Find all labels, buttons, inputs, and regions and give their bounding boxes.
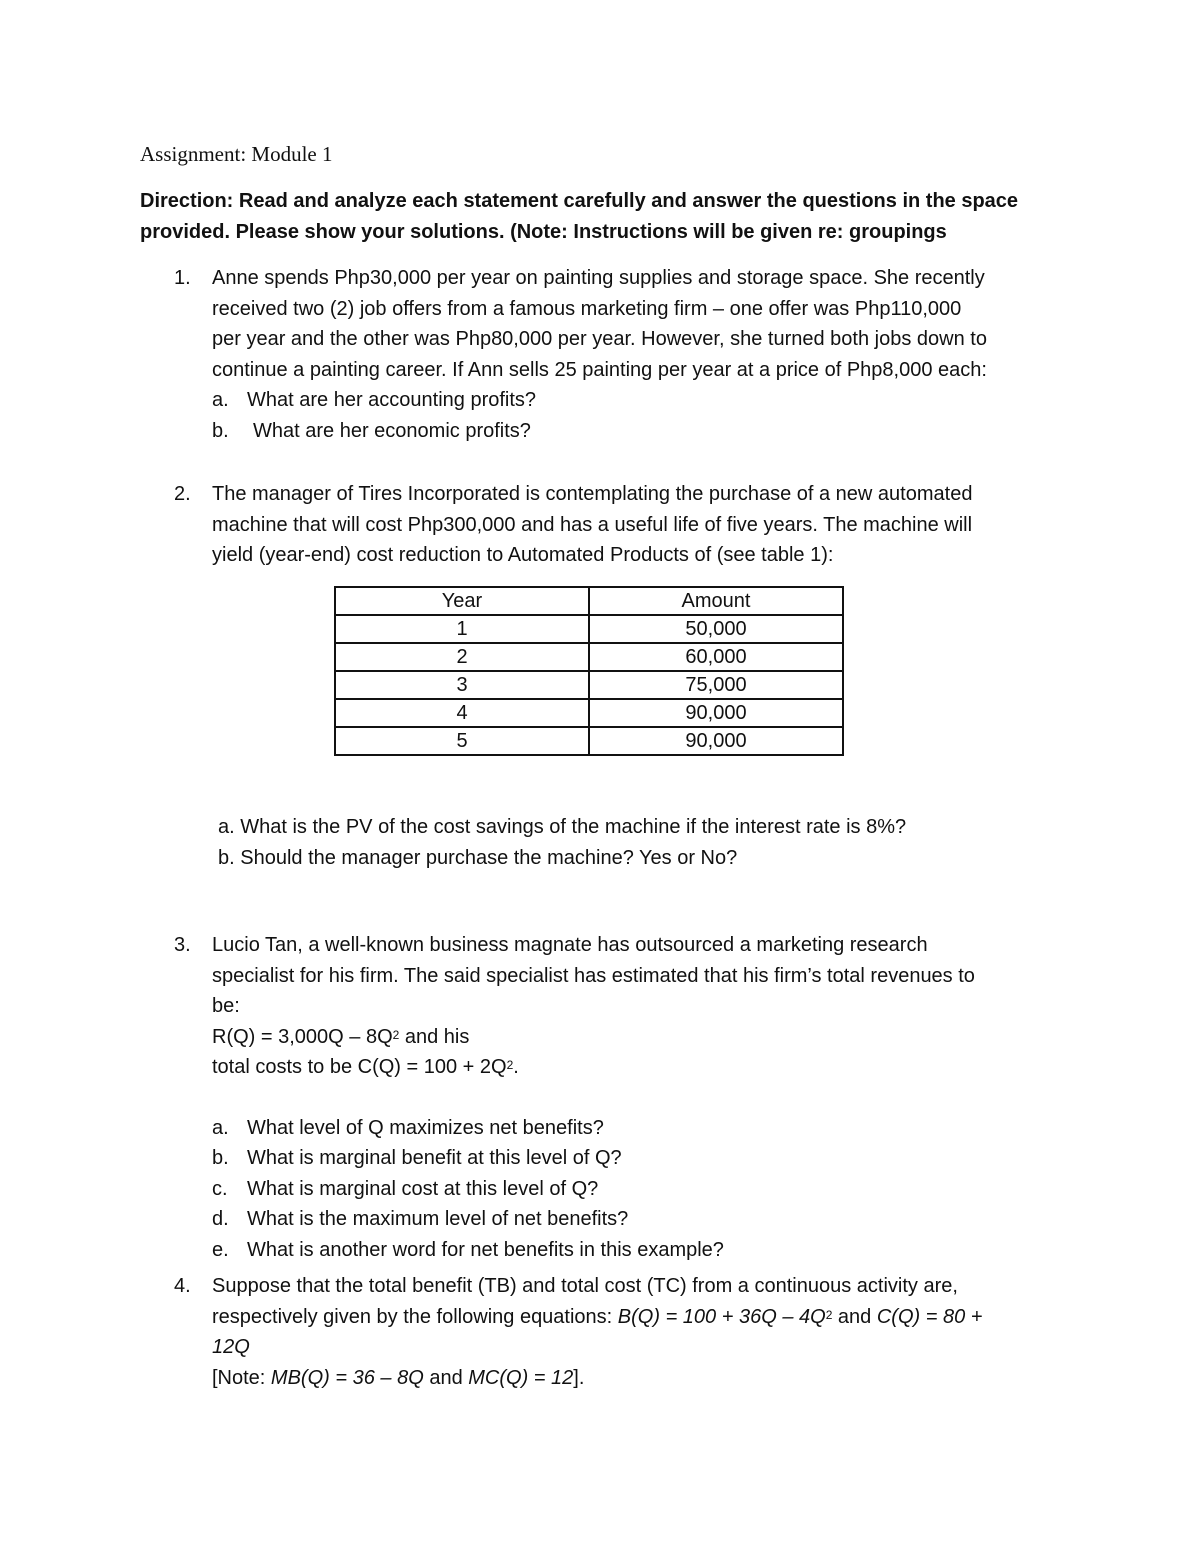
sub-label: c. — [212, 1177, 228, 1200]
question-line: yield (year-end) cost reduction to Automated Products of (see table 1): — [212, 544, 834, 566]
equation-text: and his — [399, 1025, 470, 1048]
sub-label: b. — [212, 419, 229, 442]
table-cell: 90,000 — [589, 699, 843, 727]
table-row — [335, 643, 843, 671]
question-line: per year and the other was Php80,000 per year. However, she turned both jobs down to — [212, 328, 987, 350]
question-text: and — [832, 1305, 877, 1328]
table-cell: 1 — [335, 615, 589, 643]
exponent: 2 — [506, 1058, 514, 1072]
table-header: Year — [335, 587, 589, 615]
table-row — [335, 727, 843, 755]
sub-question-a — [212, 1113, 1064, 1144]
sub-question-d — [212, 1204, 1064, 1235]
equation-text: total costs to be C(Q) = 100 + 2Q — [212, 1056, 507, 1078]
marginal-benefit-equation: MB(Q) = 36 – 8Q — [270, 1366, 424, 1389]
question-number: 2. — [174, 483, 191, 505]
table-cell: 50,000 — [589, 615, 843, 643]
sub-question-e — [212, 1235, 1064, 1266]
table-cell: 75,000 — [589, 671, 843, 699]
sub-label: a. — [212, 1116, 229, 1139]
sub-text: What is marginal benefit at this level of Q? — [247, 1147, 622, 1169]
question-line: Lucio Tan, a well-known business magnate has outsourced a marketing research — [212, 934, 928, 956]
question-2 — [174, 479, 1064, 571]
revenue-equation — [212, 1022, 1064, 1053]
note-text: and — [423, 1366, 469, 1389]
cost-equation — [212, 1052, 1064, 1083]
question-number: 3. — [174, 934, 191, 956]
table-row — [335, 615, 843, 643]
equation-text: . — [513, 1056, 519, 1078]
table-row — [335, 671, 843, 699]
sub-text: What is the maximum level of net benefits? — [247, 1208, 629, 1230]
question-line: received two (2) job offers from a famous marketing firm – one offer was Php110,000 — [212, 297, 962, 320]
table-cell: 60,000 — [589, 643, 843, 671]
cost-reduction-table — [334, 586, 844, 756]
direction-text: Direction: Read and analyze each statement carefully and answer the questions in the space provided. Please show your solutions. (Note: Instructions will be given re: groupings — [140, 190, 1019, 243]
sub-text: What level of Q maximizes net benefits? — [247, 1116, 604, 1139]
question-1 — [174, 263, 1064, 446]
exponent: 2 — [392, 1027, 400, 1042]
marginal-cost-equation: MC(Q) = 12 — [468, 1366, 574, 1389]
cost-equation: C(Q) = 80 + — [876, 1305, 983, 1328]
question-4 — [174, 1271, 1064, 1393]
sub-text: What are her accounting profits? — [247, 389, 537, 411]
question-line: be: — [212, 995, 240, 1017]
table-header: Amount — [589, 587, 843, 615]
sub-question-a — [212, 385, 1064, 416]
sub-label: a. — [212, 389, 229, 411]
question-line: specialist for his firm. The said specialist has estimated that his firm’s total revenues to — [212, 964, 975, 987]
sub-label: e. — [212, 1238, 229, 1261]
exponent: 2 — [825, 1307, 833, 1322]
question-number: 1. — [174, 267, 191, 289]
table-cell: 2 — [335, 643, 589, 671]
table-row — [335, 699, 843, 727]
equation-text: R(Q) = 3,000Q – 8Q — [212, 1025, 393, 1048]
assignment-title: Assignment: Module 1 — [140, 142, 333, 166]
question-line: continue a painting career. If Ann sells 25 painting per year at a price of Php8,000 each: — [212, 358, 987, 381]
sub-question-a: a. What is the PV of the cost savings of the machine if the interest rate is 8%? — [218, 816, 907, 838]
sub-label: b. — [212, 1147, 229, 1169]
question-number: 4. — [174, 1275, 191, 1297]
question-3 — [174, 930, 1064, 1265]
note-line — [212, 1363, 1064, 1394]
question-line: Suppose that the total benefit (TB) and total cost (TC) from a continuous activity are, — [212, 1275, 958, 1297]
note-text: [Note: — [212, 1366, 271, 1389]
question-line: Anne spends Php30,000 per year on painting supplies and storage space. She recently — [212, 267, 985, 289]
table-cell: 4 — [335, 699, 589, 727]
table-header-row — [335, 587, 843, 615]
table-cell: 5 — [335, 727, 589, 755]
sub-question-b — [212, 416, 1064, 447]
benefit-equation: B(Q) = 100 + 36Q – 4Q — [617, 1305, 826, 1328]
question-line: machine that will cost Php300,000 and has a useful life of five years. The machine will — [212, 513, 973, 536]
table-cell: 3 — [335, 671, 589, 699]
cost-equation-continued: 12Q — [212, 1336, 250, 1358]
question-line: The manager of Tires Incorporated is contemplating the purchase of a new automated — [212, 483, 973, 505]
sub-question-c — [212, 1174, 1064, 1205]
sub-question-b — [212, 1143, 1064, 1174]
sub-question-b: b. Should the manager purchase the machine? Yes or No? — [218, 847, 738, 869]
sub-label: d. — [212, 1208, 229, 1230]
table-cell: 90,000 — [589, 727, 843, 755]
sub-text: What is another word for net benefits in this example? — [247, 1238, 724, 1261]
sub-text: What are her economic profits? — [253, 419, 531, 442]
question-line — [212, 1302, 1064, 1333]
question-2-subquestions — [218, 812, 906, 874]
sub-text: What is marginal cost at this level of Q? — [247, 1177, 599, 1200]
note-text: ]. — [573, 1366, 585, 1389]
question-text: respectively given by the following equations: — [212, 1305, 618, 1328]
